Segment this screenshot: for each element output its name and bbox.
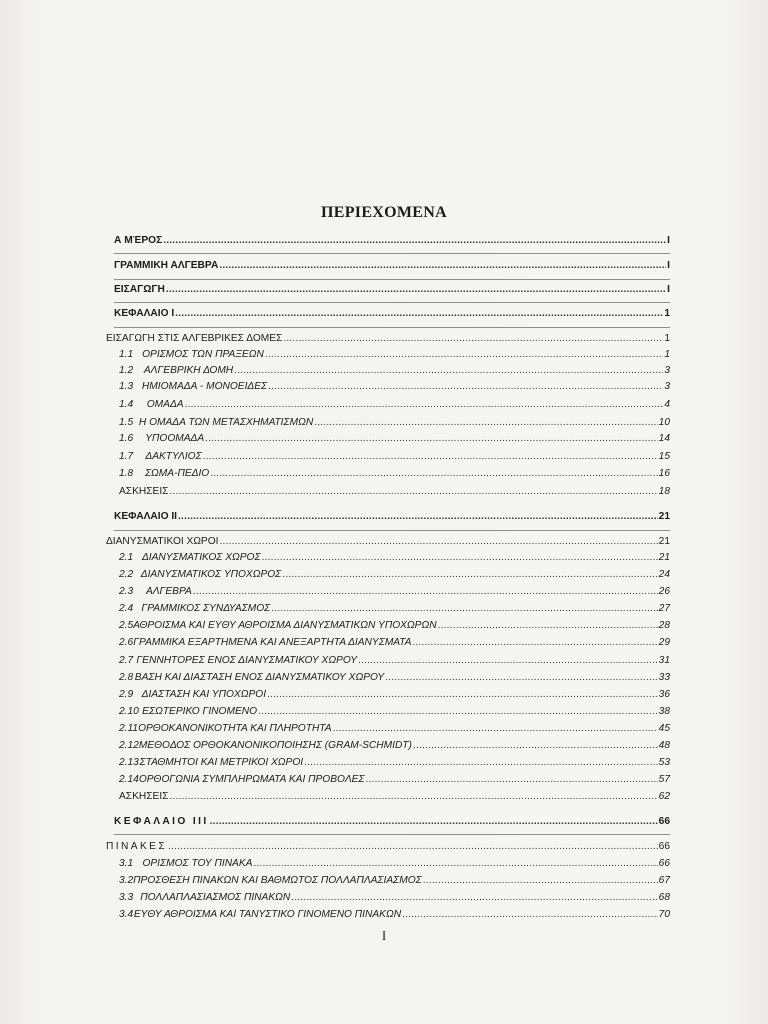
toc-subsection: 2.12 ΜΕΘΟΔΟΣ ΟΡΘΟΚΑΝΟΝΙΚΟΠΟΙΗΣΗΣ (GRAM-SCHMIDT) ..... 48 xyxy=(119,739,670,752)
toc-subsection: 1.8 ΣΩΜΑ-ΠΕΔΙΟ ..... 16 xyxy=(119,467,670,480)
divider xyxy=(114,279,670,280)
divider xyxy=(114,253,670,254)
divider xyxy=(114,327,670,328)
divider xyxy=(114,834,670,835)
toc-subsection: 3.1 ΟΡΙΣΜΟΣ ΤΟΥ ΠΙΝΑΚΑ ..... 66 xyxy=(119,857,670,870)
toc-subsection: 1.3 ΗΜΙΟΜΑΔΑ - ΜΟΝΟΕΙΔΕΣ ..... 3 xyxy=(119,380,670,393)
toc-subsection: 2.7 ΓΕΝΝΗΤΟΡΕΣ ΕΝΟΣ ΔΙΑΝΥΣΜΑΤΙΚΟΥ ΧΩΡΟΥ ..... 31 xyxy=(119,654,670,667)
toc-subsection: 2.1 ΔΙΑΝΥΣΜΑΤΙΚΟΣ ΧΩΡΟΣ ..... 21 xyxy=(119,551,670,564)
toc-section: ΠΙΝΑΚΕΣ ..... 66 xyxy=(106,840,670,853)
toc-subsection: 3.3 ΠΟΛΛΑΠΛΑΣΙΑΣΜΟΣ ΠΙΝΑΚΩΝ ..... 68 xyxy=(119,891,670,904)
toc-chapter: ΚΕΦΑΛΑΙΟ Ι ..... 1 xyxy=(114,307,670,320)
toc-subsection: 2.6 ΓΡΑΜΜΙΚΑ ΕΞΑΡΤΗΜΕΝΑ ΚΑΙ ΑΝΕΞΑΡΤΗΤΑ ΔΙΑΝΥΣΜΑΤΑ ..... 29 xyxy=(119,636,670,649)
toc-subsection: 2.8 ΒΑΣΗ ΚΑΙ ΔΙΑΣΤΑΣΗ ΕΝΟΣ ΔΙΑΝΥΣΜΑΤΙΚΟΥ ΧΩΡΟΥ ..... 33 xyxy=(119,671,670,684)
toc-chapter: ΚΕΦΑΛΑΙΟ ΙΙ ..... 21 xyxy=(114,510,670,523)
toc-subsection: 2.14 ΟΡΘΟΓΩΝΙΑ ΣΥΜΠΛΗΡΩΜΑΤΑ ΚΑΙ ΠΡΟΒΟΛΕΣ ..... 57 xyxy=(119,773,670,786)
toc-subsection: 2.10 ΕΣΩΤΕΡΙΚΟ ΓΙΝΟΜΕΝΟ ..... 38 xyxy=(119,705,670,718)
toc-subsection: 3.2 ΠΡΟΣΘΕΣΗ ΠΙΝΑΚΩΝ ΚΑΙ ΒΑΘΜΩΤΟΣ ΠΟΛΛΑΠΛΑΣΙΑΣΜΟΣ ..... 67 xyxy=(119,874,670,887)
toc-subsection: 2.5 ΑΘΡΟΙΣΜΑ ΚΑΙ ΕΥΘΥ ΑΘΡΟΙΣΜΑ ΔΙΑΝΥΣΜΑΤΙΚΩΝ ΥΠΟΧΩΡΩΝ ..... 28 xyxy=(119,619,670,632)
toc-section: ΔΙΑΝΥΣΜΑΤΙΚΟΙ ΧΩΡΟΙ ..... 21 xyxy=(106,535,670,548)
toc-section: ΕΙΣΑΓΩΓΗ ΣΤΙΣ ΑΛΓΕΒΡΙΚΕΣ ΔΟΜΕΣ ..... 1 xyxy=(106,332,670,345)
toc-subsection: 1.5 Η ΟΜΑΔΑ ΤΩΝ ΜΕΤΑΣΧΗΜΑΤΙΣΜΩΝ ..... 10 xyxy=(119,416,670,429)
toc-chapter: ΚΕΦΑΛΑΙΟ ΙΙΙ ..... 66 xyxy=(114,815,670,828)
toc-exercises: ΑΣΚΗΣΕΙΣ ..... 62 xyxy=(119,790,670,803)
divider xyxy=(114,530,670,531)
toc-subsection: 1.6 ΥΠΟΟΜΑΔΑ ..... 14 xyxy=(119,432,670,445)
toc-subsection: 2.3 ΑΛΓΕΒΡΑ ..... 26 xyxy=(119,585,670,598)
toc-subsection: 1.4 ΟΜΑΔΑ ..... 4 xyxy=(119,398,670,411)
toc-subsection: 3.4 ΕΥΘΥ ΑΘΡΟΙΣΜΑ ΚΑΙ ΤΑΝΥΣΤΙΚΟ ΓΙΝΟΜΕΝΟ ΠΙΝΑΚΩΝ ..... 70 xyxy=(119,908,670,921)
toc-entry: Α ΜΈΡΟΣ ..... I xyxy=(114,234,670,247)
toc-subsection: 2.9 ΔΙΑΣΤΑΣΗ ΚΑΙ ΥΠΟΧΩΡΟΙ ..... 36 xyxy=(119,688,670,701)
toc-subsection: 2.13 ΣΤΑΘΜΗΤΟΙ ΚΑΙ ΜΕΤΡΙΚΟΙ ΧΩΡΟΙ ..... 53 xyxy=(119,756,670,769)
toc-subsection: 1.1 ΟΡΙΣΜΟΣ ΤΩΝ ΠΡΑΞΕΩΝ ..... 1 xyxy=(119,348,670,361)
page-number: I xyxy=(381,928,387,943)
divider xyxy=(114,302,670,303)
toc-subsection: 2.2 ΔΙΑΝΥΣΜΑΤΙΚΟΣ ΥΠΟΧΩΡΟΣ ..... 24 xyxy=(119,568,670,581)
toc-exercises: ΑΣΚΗΣΕΙΣ ..... 18 xyxy=(119,485,670,498)
toc-entry: ΓΡΑΜΜΙΚΗ ΑΛΓΕΒΡΑ ..... I xyxy=(114,259,670,272)
toc-subsection: 2.11 ΟΡΘΟΚΑΝΟΝΙΚΟΤΗΤΑ ΚΑΙ ΠΛΗΡΟΤΗΤΑ ..... 45 xyxy=(119,722,670,735)
toc-subsection: 2.4 ΓΡΑΜΜΙΚΟΣ ΣΥΝΔΥΑΣΜΟΣ ..... 27 xyxy=(119,602,670,615)
toc-entry: ΕΙΣΑΓΩΓΗ ..... I xyxy=(114,283,670,296)
toc-subsection: 1.2 ΑΛΓΕΒΡΙΚΗ ΔΟΜΗ ..... 3 xyxy=(119,364,670,377)
page-title: ΠΕΡΙΕΧΟΜΕΝΑ xyxy=(321,204,447,221)
toc-subsection: 1.7 ΔΑΚΤΥΛΙΟΣ ..... 15 xyxy=(119,450,670,463)
